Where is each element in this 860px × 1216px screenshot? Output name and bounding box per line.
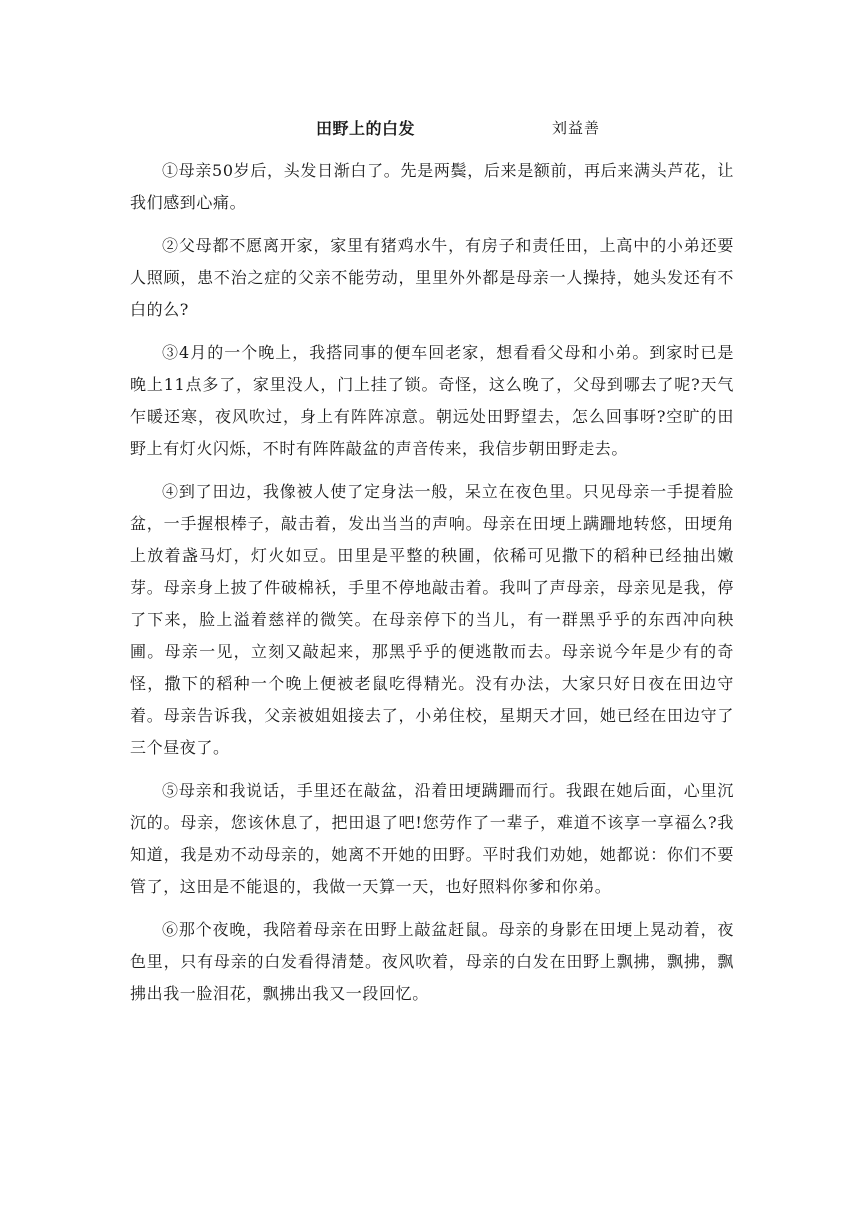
article-title: 田野上的白发 [316,119,416,138]
paragraph-5: ⑤母亲和我说话，手里还在敲盆，沿着田埂蹒跚而行。我跟在她后面，心里沉沉的。母亲，您该休息了，把田退了吧!您劳作了一辈子，难道不该享一享福么?我知道，我是劝不动母亲的，她离不开她的田野。平时我们劝她，她都说：你们不要管了，这田是不能退的，我做一天算一天，也好照料你爹和你弟。 [130,781,734,896]
author-name: 刘益善 [552,119,601,137]
paragraph-6: ⑥那个夜晚，我陪着母亲在田野上敲盆赶鼠。母亲的身影在田埂上晃动着，夜色里，只有母亲的白发看得清楚。夜风吹着，母亲的白发在田野上飘拂，飘拂，飘拂出我一脸泪花，飘拂出我又一段回忆。 [130,920,734,1003]
title-row [0,116,860,140]
paragraph-1: ①母亲50岁后，头发日渐白了。先是两鬓，后来是额前，再后来满头芦花，让我们感到心痛。 [130,161,734,212]
paragraph-3: ③4月的一个晚上，我搭同事的便车回老家，想看看父母和小弟。到家时已是晚上11点多了，家里没人，门上挂了锁。奇怪，这么晚了，父母到哪去了呢?天气乍暖还寒，夜风吹过，身上有阵阵凉意。朝远处田野望去，怎么回事呀?空旷的田野上有灯火闪烁，不时有阵阵敲盆的声音传来，我信步朝田野走去。 [130,343,734,458]
paragraph-4: ④到了田边，我像被人使了定身法一般，呆立在夜色里。只见母亲一手提着脸盆，一手握根棒子，敲击着，发出当当的声响。母亲在田埂上蹒跚地转悠，田埂角上放着盏马灯，灯火如豆。田里是平整的秧圃，依稀可见撒下的稻种已经抽出嫩芽。母亲身上披了件破棉袄，手里不停地敲击着。我叫了声母亲，母亲见是我，停了下来，脸上溢着慈祥的微笑。在母亲停下的当儿，有一群黑乎乎的东西冲向秧圃。母亲一见，立刻又敲起来，那黑乎乎的便逃散而去。母亲说今年是少有的奇怪，撒下的稻种一个晚上便被老鼠吃得精光。没有办法，大家只好日夜在田边守着。母亲告诉我，父亲被姐姐接去了，小弟住校，星期天才回，她已经在田边守了三个昼夜了。 [130,482,734,757]
paragraph-2: ②父母都不愿离开家，家里有猪鸡水牛，有房子和责任田，上高中的小弟还要人照顾，患不治之症的父亲不能劳动，里里外外都是母亲一人操持，她头发还有不白的么? [130,236,734,319]
article-body [130,155,734,1021]
